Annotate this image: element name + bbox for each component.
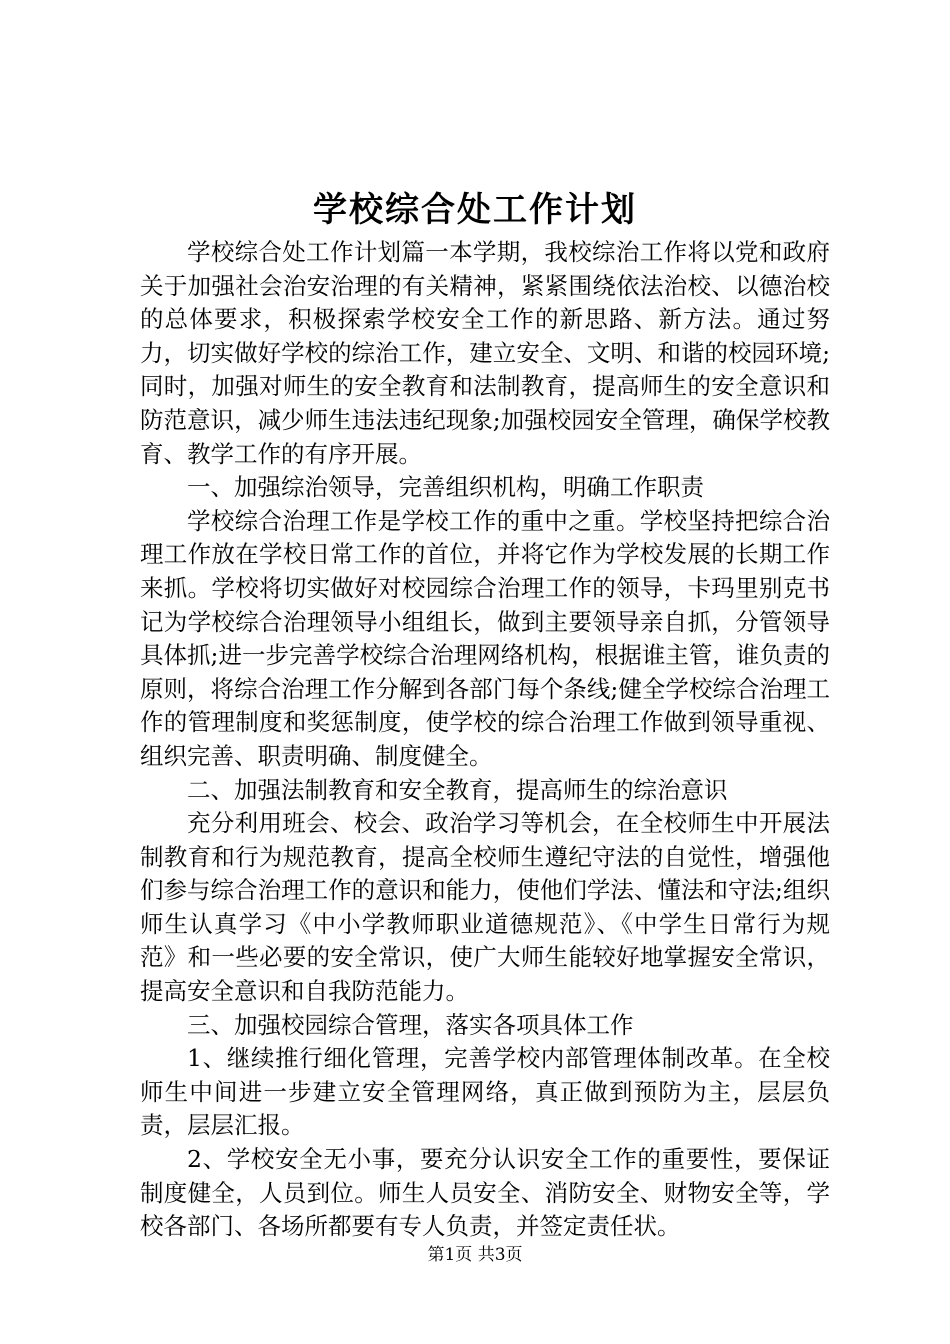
section-heading-3: 三、加强校园综合管理，落实各项具体工作 [187,1010,634,1039]
document-body [140,236,830,1244]
paragraph-section-2: 充分利用班会、校会、政治学习等机会，在全校师生中开展法制教育和行为规范教育，提高全校师生遵纪守法的自觉性，增强他们参与综合治理工作的意识和能力，使他们学法、懂法和守法;组织师生认真学习《中小学教师职业道德规范》、《中学生日常行为规范》和一些必要的安全常识，使广大师生能较好地掌握安全常识，提高安全意识和自我防范能力。 [140,809,830,1006]
document-title: 学校综合处工作计划 [313,190,637,230]
section-heading-1: 一、加强综治领导，完善组织机构，明确工作职责 [187,473,704,502]
paragraph-intro: 学校综合处工作计划篇一本学期，我校综治工作将以党和政府关于加强社会治安治理的有关精神，紧紧围绕依法治校、以德治校的总体要求，积极探索学校安全工作的新思路、新方法。通过努力，切实做好学校的综治工作，建立安全、文明、和谐的校园环境;同时，加强对师生的安全教育和法制教育，提高师生的安全意识和防范意识，减少师生违法违纪现象;加强校园安全管理，确保学校教育、教学工作的有序开展。 [140,238,830,468]
paragraph-section-1: 学校综合治理工作是学校工作的重中之重。学校坚持把综合治理工作放在学校日常工作的首位，并将它作为学校发展的长期工作来抓。学校将切实做好对校园综合治理工作的领导，卡玛里别克书记为学校综合治理领导小组组长，做到主要领导亲自抓，分管领导具体抓;进一步完善学校综合治理网络机构，根据谁主管，谁负责的原则，将综合治理工作分解到各部门每个条线;健全学校综合治理工作的管理制度和奖惩制度，使学校的综合治理工作做到领导重视、组织完善、职责明确、制度健全。 [140,506,830,770]
page-number-footer: 第1页 共3页 [427,1245,523,1265]
section-heading-2: 二、加强法制教育和安全教育，提高师生的综治意识 [187,775,728,804]
paragraph-item-1: 1、继续推行细化管理，完善学校内部管理体制改革。在全校师生中间进一步建立安全管理网络，真正做到预防为主，层层负责，层层汇报。 [140,1044,830,1140]
paragraph-item-2: 2、学校安全无小事，要充分认识安全工作的重要性，要保证制度健全，人员到位。师生人员安全、消防安全、财物安全等，学校各部门、各场所都要有专人负责，并签定责任状。 [140,1145,830,1241]
